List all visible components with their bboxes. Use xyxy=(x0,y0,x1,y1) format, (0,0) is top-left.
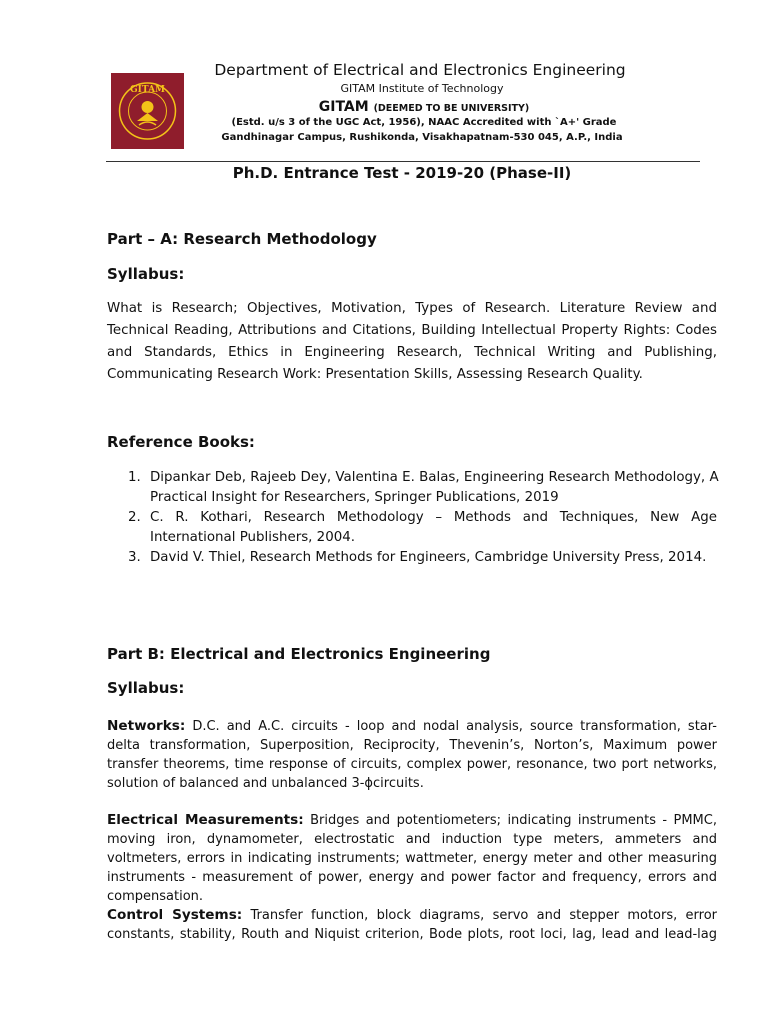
test-title: Ph.D. Entrance Test - 2019-20 (Phase-II) xyxy=(232,164,572,182)
section-text: Bridges and potentiometers; indicating instruments - PMMC, xyxy=(310,813,717,828)
section-line: moving iron, dynamometer, electrostatic and induction type meters, ammeters and xyxy=(107,832,717,847)
syllabus-line: What is Research; Objectives, Motivation, Types of Research. Literature Review and xyxy=(107,301,717,316)
section-text: D.C. and A.C. circuits - loop and nodal analysis, source transformation, star- xyxy=(192,719,717,734)
section-line: solution of balanced and unbalanced 3-ϕcircuits. xyxy=(107,776,424,791)
electrical-measurements-section xyxy=(107,811,717,906)
part-b-title: Part B: Electrical and Electronics Engineering xyxy=(107,645,491,663)
section-lead: Networks: xyxy=(107,718,186,734)
section-text: Transfer function, block diagrams, servo and stepper motors, error xyxy=(250,908,717,923)
section-line xyxy=(107,717,717,736)
section-lead: Electrical Measurements: xyxy=(107,812,304,828)
reference-line: International Publishers, 2004. xyxy=(150,530,356,545)
reference-item xyxy=(128,548,717,568)
section-line: compensation. xyxy=(107,889,204,904)
university-name xyxy=(40,99,768,115)
university-status: (DEEMED TO BE UNIVERSITY) xyxy=(373,103,530,114)
part-a-syllabus xyxy=(107,298,717,386)
syllabus-line: Technical Reading, Attributions and Citations, Building Intellectual Property Rights: Codes xyxy=(107,323,717,338)
reference-books-heading: Reference Books: xyxy=(107,433,255,451)
part-a-title: Part – A: Research Methodology xyxy=(107,230,377,248)
reference-line: Dipankar Deb, Rajeeb Dey, Valentina E. Balas, Engineering Research Methodology, A xyxy=(150,470,719,485)
section-line xyxy=(107,906,717,925)
reference-line: Practical Insight for Researchers, Springer Publications, 2019 xyxy=(150,490,559,505)
section-line: instruments - measurement of power, energy and power factor and frequency, errors and xyxy=(107,870,717,885)
reference-number: 3. xyxy=(128,550,141,565)
institute-name: GITAM Institute of Technology xyxy=(340,82,504,95)
campus-address: Gandhinagar Campus, Rushikonda, Visakhapatnam-530 045, A.P., India xyxy=(221,132,623,143)
syllabus-line: and Standards, Ethics in Engineering Research, Technical Writing and Publishing, xyxy=(107,345,717,360)
section-line: delta transformation, Superposition, Reciprocity, Thevenin’s, Norton’s, Maximum power xyxy=(107,738,717,753)
networks-section xyxy=(107,717,717,793)
reference-line: David V. Thiel, Research Methods for Engineers, Cambridge University Press, 2014. xyxy=(150,550,707,565)
section-line: voltmeters, errors in indicating instruments; wattmeter, energy meter and other measuring xyxy=(107,851,717,866)
section-line: transfer theorems, time response of circuits, complex power, resonance, two port networks, xyxy=(107,757,717,772)
reference-number: 2. xyxy=(128,510,141,525)
section-line: constants, stability, Routh and Niquist criterion, Bode plots, root loci, lag, lead and lead-lag xyxy=(107,927,717,942)
reference-item xyxy=(128,468,717,508)
logo-text: GITAM xyxy=(129,85,166,95)
part-b-syllabus-heading: Syllabus: xyxy=(107,679,185,697)
university-title: GITAM xyxy=(318,99,369,115)
reference-item xyxy=(128,508,717,548)
reference-line: C. R. Kothari, Research Methodology – Methods and Techniques, New Age xyxy=(150,510,717,525)
reference-number: 1. xyxy=(128,470,141,485)
section-line xyxy=(107,811,717,830)
part-a-syllabus-heading: Syllabus: xyxy=(107,265,185,283)
reference-list xyxy=(128,468,717,568)
department-name: Department of Electrical and Electronics Engineering xyxy=(214,61,626,79)
control-systems-section xyxy=(107,906,717,944)
syllabus-line: Communicating Research Work: Presentation Skills, Assessing Research Quality. xyxy=(107,367,643,382)
section-lead: Control Systems: xyxy=(107,907,243,923)
establishment-line: (Estd. u/s 3 of the UGC Act, 1956), NAAC Accredited with `A+' Grade xyxy=(231,117,617,128)
header-divider xyxy=(106,161,700,162)
